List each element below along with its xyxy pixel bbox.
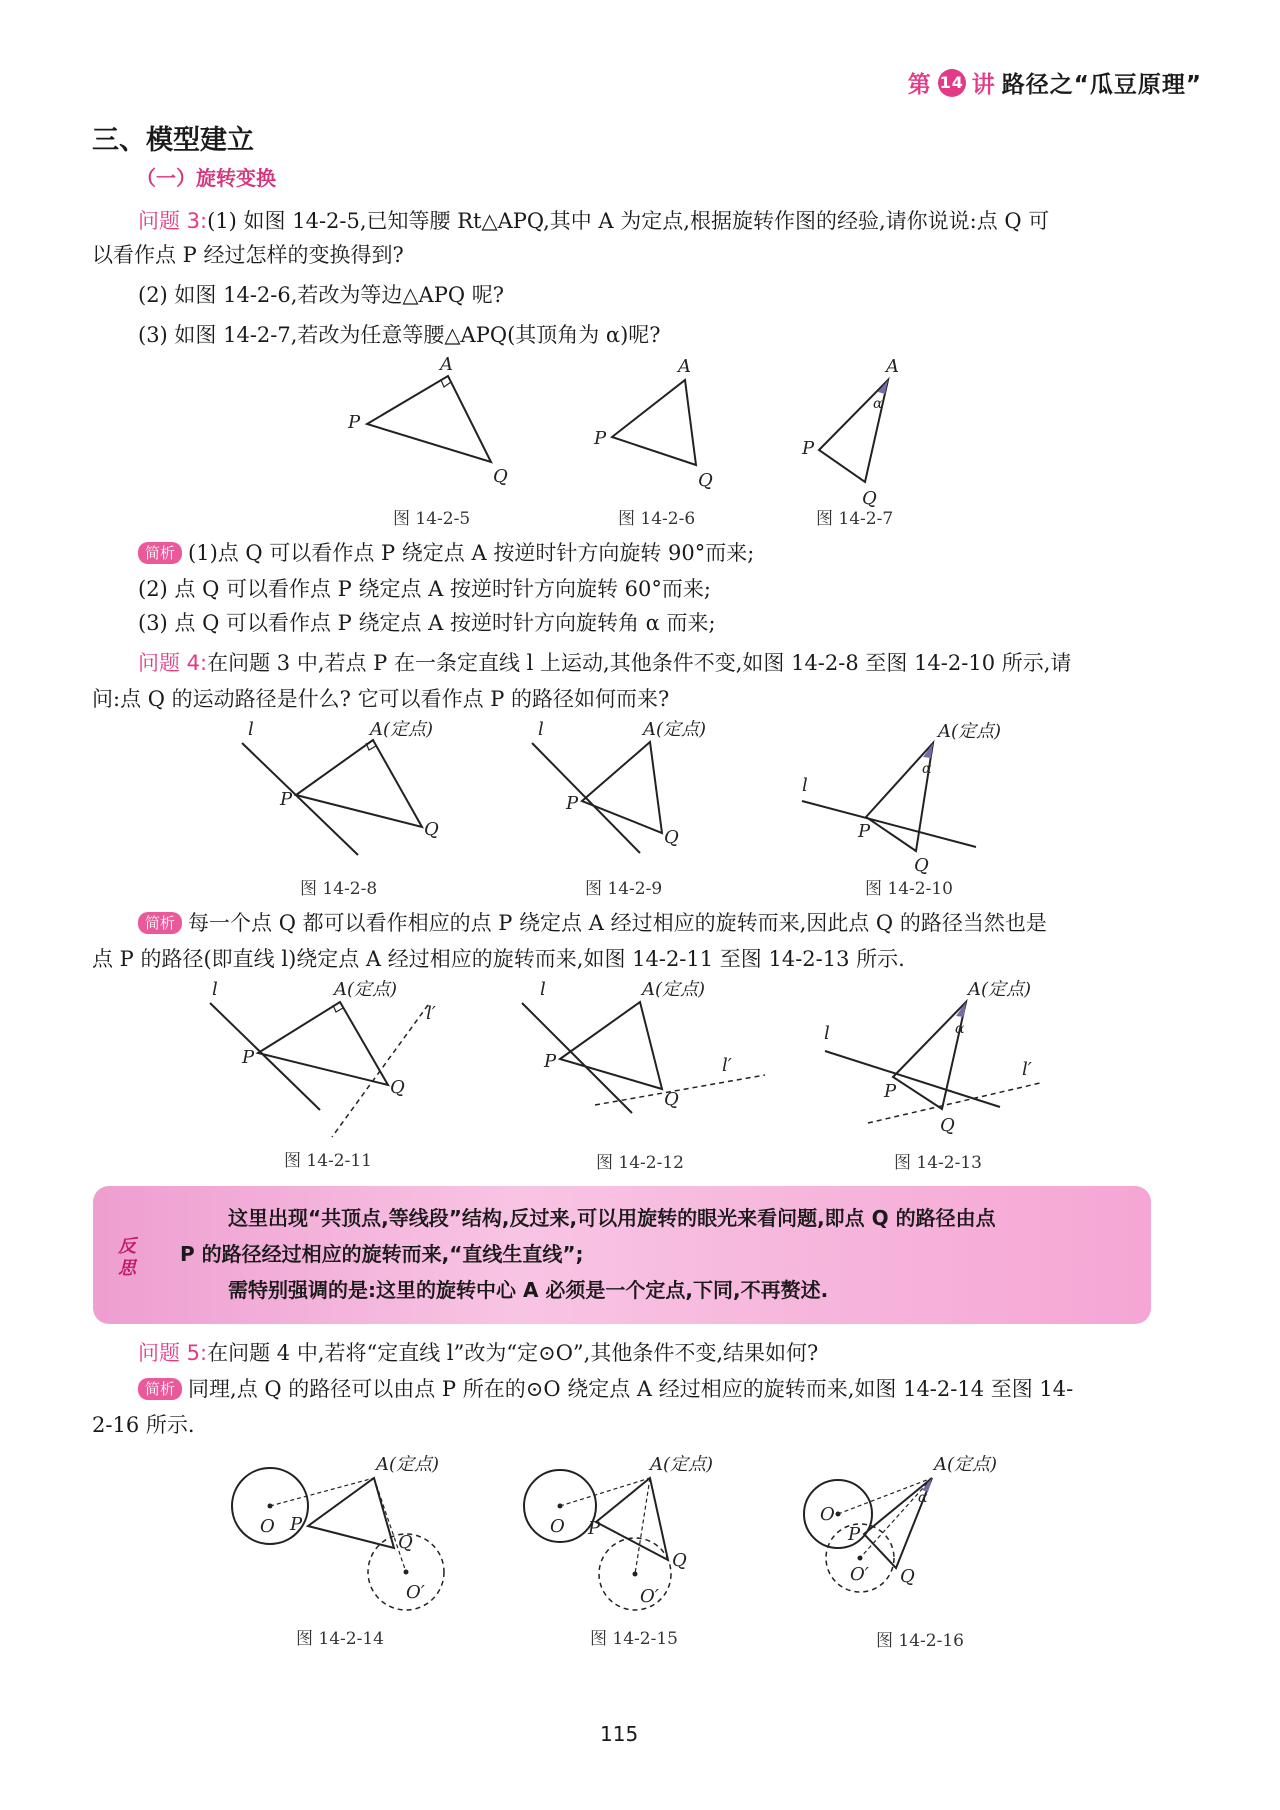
analysis-badge: 简析 bbox=[138, 542, 182, 564]
label-q: Q bbox=[424, 819, 439, 840]
label-p: P bbox=[884, 1081, 897, 1102]
caption-14-2-10: 图 14-2-10 bbox=[865, 879, 953, 899]
label-l-prime: l′ bbox=[722, 1055, 732, 1076]
label-p: P bbox=[802, 438, 815, 459]
subsection-title: （一）旋转变换 bbox=[136, 166, 276, 190]
a4-line-2: 点 P 的路径(即直线 l)绕定点 A 经过相应的旋转而来,如图 14-2-11 至图 14-2-13 所示. bbox=[92, 947, 905, 971]
q5-tag: 问题 5: bbox=[138, 1341, 208, 1365]
page-number: 115 bbox=[600, 1722, 639, 1746]
analysis-badge: 简析 bbox=[138, 1378, 182, 1400]
figure-14-2-8 bbox=[242, 719, 439, 855]
label-p: P bbox=[858, 821, 871, 842]
q3-line-1: 问题 3:(1) 如图 14-2-5,已知等腰 Rt△APQ,其中 A 为定点,根据旋转作图的经验,请你说说:点 Q 可 bbox=[138, 209, 1050, 233]
label-l: l bbox=[824, 1023, 830, 1044]
label-alpha: α bbox=[918, 1490, 928, 1506]
label-q: Q bbox=[900, 1566, 915, 1587]
figure-14-2-12 bbox=[522, 979, 765, 1113]
reflection-line-2: P 的路径经过相应的旋转而来,“直线生直线”; bbox=[180, 1242, 584, 1266]
figure-14-2-9 bbox=[532, 719, 706, 853]
label-l: l bbox=[802, 775, 808, 796]
label-q: Q bbox=[914, 855, 929, 875]
running-head bbox=[908, 66, 1202, 99]
label-l: l bbox=[538, 719, 544, 740]
figure-14-2-14 bbox=[232, 1454, 444, 1610]
lecture-suffix: 讲 bbox=[971, 72, 996, 98]
label-q: Q bbox=[390, 1077, 405, 1098]
label-o: O bbox=[820, 1504, 835, 1525]
caption-14-2-5: 图 14-2-5 bbox=[393, 509, 471, 529]
caption-14-2-14: 图 14-2-14 bbox=[296, 1629, 384, 1649]
label-a-fixed: A(定点) bbox=[934, 1454, 998, 1475]
caption-14-2-8: 图 14-2-8 bbox=[300, 879, 378, 899]
figures-row-3 bbox=[200, 975, 1060, 1145]
label-a: A bbox=[886, 356, 899, 377]
label-l-prime: l′ bbox=[426, 1003, 436, 1024]
figure-14-2-16 bbox=[804, 1454, 997, 1592]
figures-row-2 bbox=[230, 715, 1030, 875]
label-p: P bbox=[544, 1051, 557, 1072]
label-p: P bbox=[588, 1518, 601, 1539]
caption-14-2-6: 图 14-2-6 bbox=[618, 509, 696, 529]
a4-line-1: 简析 每一个点 Q 都可以看作相应的点 P 绕定点 A 经过相应的旋转而来,因此点 Q 的路径当然也是 bbox=[138, 906, 1047, 940]
label-o-prime: O′ bbox=[850, 1564, 869, 1585]
label-l: l bbox=[248, 719, 254, 740]
label-o-prime: O′ bbox=[640, 1586, 659, 1607]
a3-line-3: (3) 点 Q 可以看作点 P 绕定点 A 按逆时针方向旋转角 α 而来; bbox=[138, 611, 716, 635]
figure-14-2-6 bbox=[593, 356, 713, 491]
label-alpha: α bbox=[955, 1021, 965, 1037]
reflection-icon: 反 思 bbox=[118, 1236, 136, 1279]
label-o-prime: O′ bbox=[406, 1582, 425, 1603]
label-a-fixed: A(定点) bbox=[376, 1454, 440, 1475]
label-p: P bbox=[242, 1047, 255, 1068]
label-q: Q bbox=[940, 1115, 955, 1136]
label-l: l bbox=[540, 979, 546, 1000]
reflection-line-3: 需特别强调的是:这里的旋转中心 A 必须是一个定点,下同,不再赘述. bbox=[228, 1278, 829, 1302]
label-q: Q bbox=[698, 470, 713, 491]
a3-line-2: (2) 点 Q 可以看作点 P 绕定点 A 按逆时针方向旋转 60°而来; bbox=[138, 577, 711, 601]
label-p: P bbox=[280, 789, 293, 810]
lecture-number: 14 bbox=[938, 69, 966, 97]
a5-line-1: 简析 同理,点 Q 的路径可以由点 P 所在的⊙O 绕定点 A 经过相应的旋转而来,如图 14-2-14 至图 14- bbox=[138, 1372, 1073, 1406]
label-a: A bbox=[440, 354, 453, 375]
q3-line-2: 以看作点 P 经过怎样的变换得到? bbox=[92, 243, 404, 267]
label-a: A bbox=[678, 356, 691, 377]
reflection-line-1: 这里出现“共顶点,等线段”结构,反过来,可以用旋转的眼光来看问题,即点 Q 的路径由点 bbox=[228, 1206, 996, 1230]
caption-14-2-16: 图 14-2-16 bbox=[876, 1631, 964, 1651]
label-q: Q bbox=[672, 1550, 687, 1571]
figure-14-2-5 bbox=[347, 354, 508, 487]
label-o: O bbox=[260, 1516, 275, 1537]
figure-14-2-11 bbox=[210, 979, 436, 1137]
q3-line-3: (2) 如图 14-2-6,若改为等边△APQ 呢? bbox=[138, 283, 505, 307]
label-a-fixed: A(定点) bbox=[643, 719, 707, 740]
section-title: 三、模型建立 bbox=[92, 125, 254, 156]
lecture-prefix: 第 bbox=[907, 72, 932, 98]
q4-line-2: 问:点 Q 的运动路径是什么? 它可以看作点 P 的路径如何而来? bbox=[92, 687, 670, 711]
caption-14-2-11: 图 14-2-11 bbox=[284, 1151, 372, 1171]
label-q: Q bbox=[664, 1089, 679, 1110]
analysis-badge: 简析 bbox=[138, 912, 182, 934]
q3-line-4: (3) 如图 14-2-7,若改为任意等腰△APQ(其顶角为 α)呢? bbox=[138, 323, 661, 347]
q3-tag: 问题 3: bbox=[138, 209, 208, 233]
caption-14-2-7: 图 14-2-7 bbox=[816, 509, 894, 529]
q4-line-1: 问题 4:在问题 3 中,若点 P 在一条定直线 l 上运动,其他条件不变,如图 14-2-8 至图 14-2-10 所示,请 bbox=[138, 651, 1072, 675]
chapter-title: 路径之“瓜豆原理” bbox=[1001, 72, 1202, 98]
figure-14-2-10 bbox=[802, 721, 1001, 875]
label-o: O bbox=[550, 1516, 565, 1537]
label-l-prime: l′ bbox=[1022, 1059, 1032, 1080]
label-p: P bbox=[566, 793, 579, 814]
label-q: Q bbox=[862, 488, 877, 509]
figures-row-4 bbox=[220, 1450, 1040, 1630]
label-l: l bbox=[212, 979, 218, 1000]
label-q: Q bbox=[493, 466, 508, 487]
figures-row-1 bbox=[330, 350, 930, 530]
caption-14-2-15: 图 14-2-15 bbox=[590, 1629, 678, 1649]
caption-14-2-13: 图 14-2-13 bbox=[894, 1153, 982, 1173]
label-alpha: α bbox=[873, 396, 883, 412]
figure-14-2-15 bbox=[524, 1454, 713, 1610]
a5-line-2: 2-16 所示. bbox=[92, 1413, 195, 1437]
label-p: P bbox=[848, 1524, 861, 1545]
label-a-fixed: A(定点) bbox=[938, 721, 1002, 742]
label-p: P bbox=[348, 412, 361, 433]
label-a-fixed: A(定点) bbox=[642, 979, 706, 1000]
a3-line-1: 简析 (1)点 Q 可以看作点 P 绕定点 A 按逆时针方向旋转 90°而来; bbox=[138, 536, 754, 570]
label-q: Q bbox=[664, 827, 679, 848]
label-a-fixed: A(定点) bbox=[968, 979, 1032, 1000]
label-a-fixed: A(定点) bbox=[370, 719, 434, 740]
figure-14-2-13 bbox=[824, 979, 1040, 1136]
caption-14-2-12: 图 14-2-12 bbox=[596, 1153, 684, 1173]
label-alpha: α bbox=[922, 761, 932, 777]
q5-line-1: 问题 5:在问题 4 中,若将“定直线 l”改为“定⊙O”,其他条件不变,结果如何? bbox=[138, 1341, 819, 1365]
q4-tag: 问题 4: bbox=[138, 651, 208, 675]
label-p: P bbox=[290, 1514, 303, 1535]
label-p: P bbox=[594, 428, 607, 449]
label-a-fixed: A(定点) bbox=[650, 1454, 714, 1475]
figure-14-2-7 bbox=[801, 356, 899, 509]
label-q: Q bbox=[398, 1532, 413, 1553]
caption-14-2-9: 图 14-2-9 bbox=[585, 879, 663, 899]
label-a-fixed: A(定点) bbox=[334, 979, 398, 1000]
